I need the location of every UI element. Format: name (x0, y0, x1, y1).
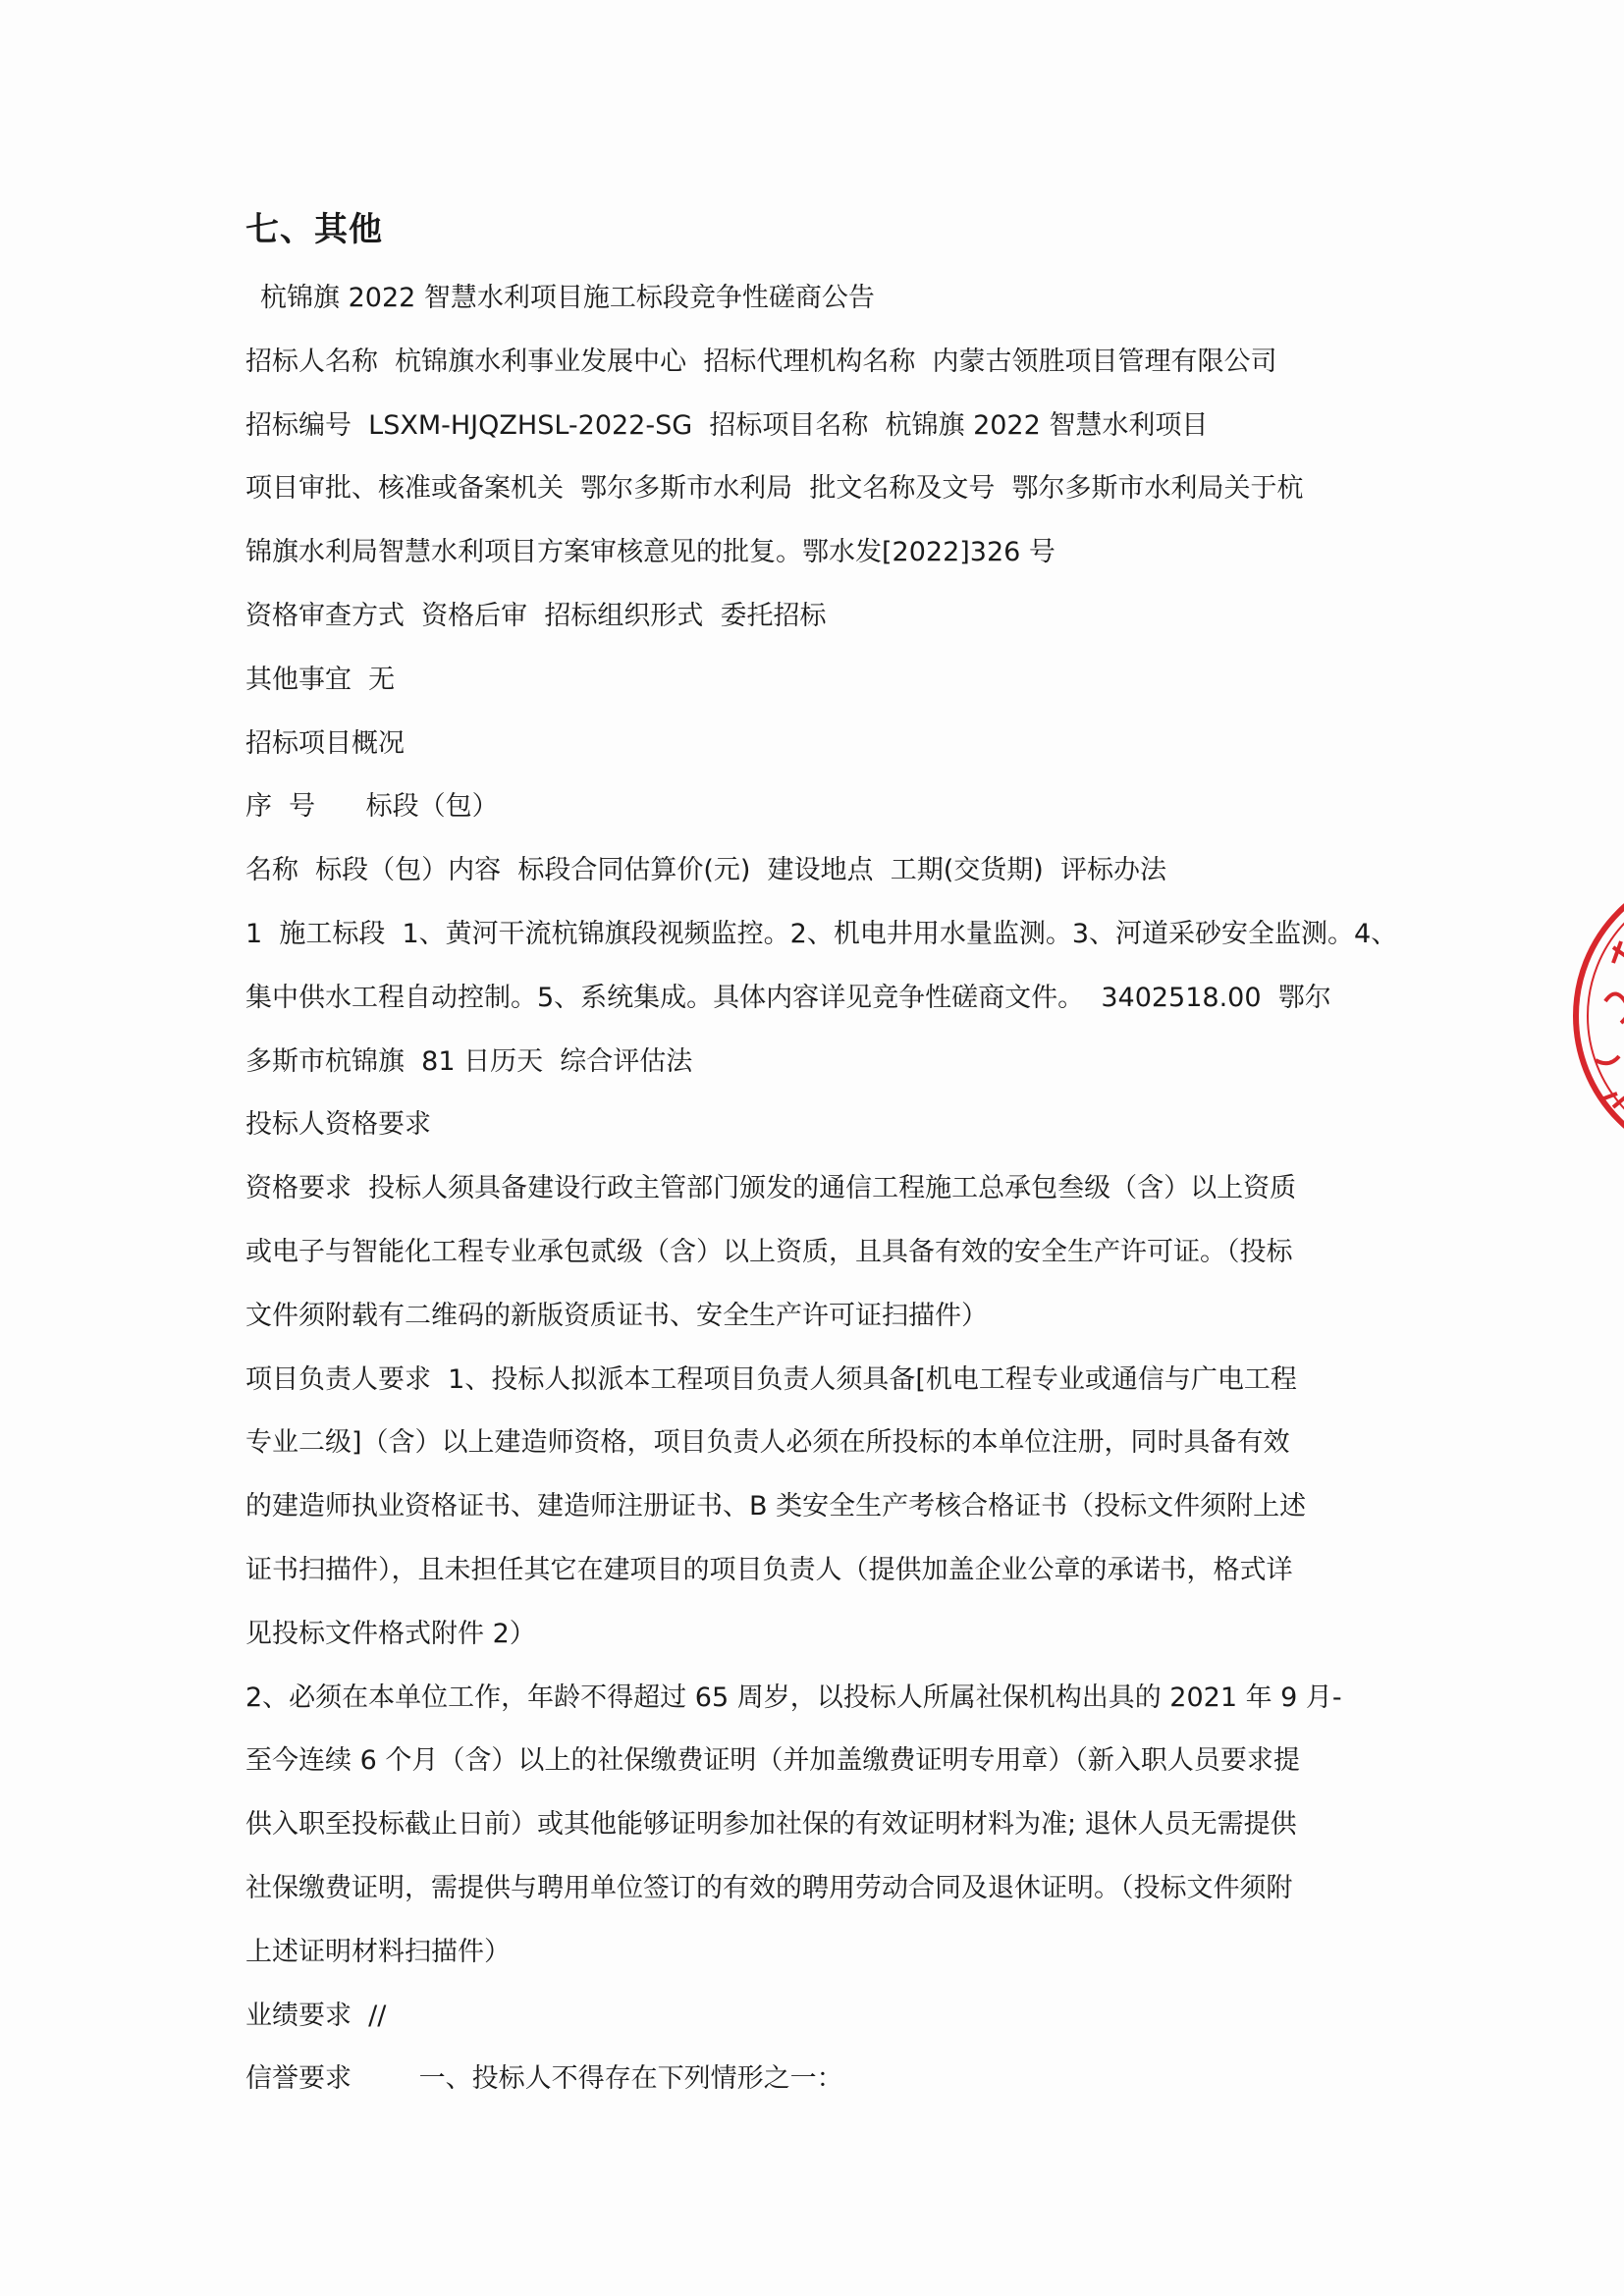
text-line: 见投标文件格式附件 2） (245, 1618, 536, 1649)
text-line: 或电子与智能化工程专业承包贰级（含）以上资质，且具备有效的安全生产许可证。（投标 (245, 1236, 1293, 1267)
text-line: 文件须附载有二维码的新版资质证书、安全生产许可证扫描件） (245, 1300, 988, 1331)
text-line: 资格要求 投标人须具备建设行政主管部门颁发的通信工程施工总承包叁级（含）以上资质 (245, 1173, 1297, 1204)
text-line: 专业二级]（含）以上建造师资格，项目负责人必须在所投标的本单位注册，同时具备有效 (245, 1427, 1290, 1459)
text-line: 供入职至投标截止日前）或其他能够证明参加社保的有效证明材料为准; 退休人员无需提供 (245, 1809, 1297, 1841)
text-line: 1 施工标段 1、黄河干流杭锦旗段视频监控。2、机电井用水量监测。3、河道采砂安全监测。4、 (245, 918, 1398, 949)
document-body (245, 204, 1398, 2111)
text-line: 上述证明材料扫描件） (245, 1936, 511, 1967)
text-line: 社保缴费证明，需提供与聘用单位签订的有效的聘用劳动合同及退休证明。（投标文件须附 (245, 1872, 1293, 1903)
text-line: 资格审查方式 资格后审 招标组织形式 委托招标 (245, 600, 827, 631)
text-line: 名称 标段（包）内容 标段合同估算价(元) 建设地点 工期(交货期) 评标办法 (245, 855, 1166, 886)
section-heading: 七、其他 (245, 210, 383, 249)
text-line: 2、必须在本单位工作，年龄不得超过 65 周岁，以投标人所属社保机构出具的 2021 年 9 月- (245, 1682, 1342, 1713)
text-line: 招标项目概况 (245, 727, 405, 759)
text-line: 锦旗水利局智慧水利项目方案审核意见的批复。鄂水发[2022]326 号 (245, 537, 1056, 568)
text-line: 的建造师执业资格证书、建造师注册证书、B 类安全生产考核合格证书（投标文件须附上述 (245, 1491, 1307, 1522)
text-line: 招标编号 LSXM-HJQZHSL-2022-SG 招标项目名称 杭锦旗 2022 智慧水利项目 (245, 409, 1209, 441)
official-seal-icon (1566, 854, 1624, 1178)
text-line: 项目负责人要求 1、投标人拟派本工程项目负责人须具备[机电工程专业或通信与广电工程 (245, 1363, 1297, 1395)
text-line: 多斯市杭锦旗 81 日历天 综合评估法 (245, 1045, 693, 1077)
text-line: 业绩要求 // (245, 2000, 387, 2031)
text-line: 招标人名称 杭锦旗水利事业发展中心 招标代理机构名称 内蒙古领胜项目管理有限公司 (245, 346, 1277, 377)
text-line: 投标人资格要求 (245, 1109, 431, 1141)
text-line: 集中供水工程自动控制。5、系统集成。具体内容详见竞争性磋商文件。 3402518.00 鄂尔 (245, 982, 1331, 1013)
text-line: 项目审批、核准或备案机关 鄂尔多斯市水利局 批文名称及文号 鄂尔多斯市水利局关于杭 (245, 473, 1304, 505)
text-line: 其他事宜 无 (245, 664, 396, 695)
text-line: 至今连续 6 个月（含）以上的社保缴费证明（并加盖缴费证明专用章）（新入职人员要求提 (245, 1745, 1300, 1777)
announcement-title: 杭锦旗 2022 智慧水利项目施工标段竞争性磋商公告 (260, 283, 875, 313)
text-line: 序 号 标段（包） (245, 791, 499, 823)
text-line: 证书扫描件），且未担任其它在建项目的项目负责人（提供加盖企业公章的承诺书，格式详 (245, 1554, 1293, 1585)
text-line: 信誉要求 一、投标人不得存在下列情形之一： (245, 2063, 843, 2095)
